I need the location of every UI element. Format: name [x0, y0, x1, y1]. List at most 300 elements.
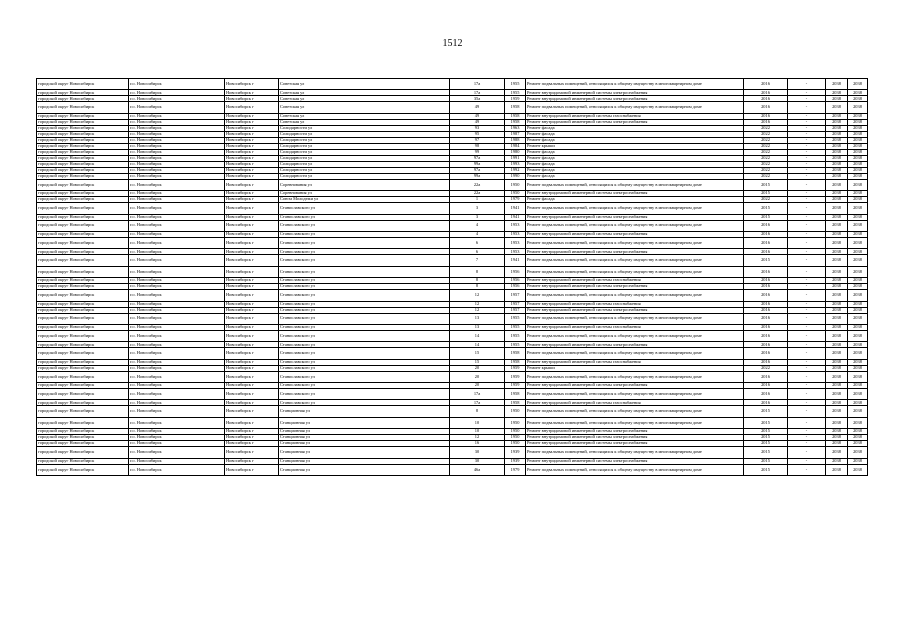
cell-end-year: 2038: [826, 155, 848, 161]
cell-end-year-2: 2038: [848, 417, 868, 428]
cell-build-year: 1959: [505, 383, 526, 389]
cell-street: Станиславского ул: [279, 313, 450, 324]
cell-work-type: Ремонт фасада: [526, 131, 744, 137]
cell-dash: -: [788, 464, 826, 475]
cell-district: г.о. Новосибирск: [129, 359, 225, 365]
cell-end-year: 2038: [826, 96, 848, 102]
cell-build-year: 1958: [505, 389, 526, 400]
cell-end-year: 2038: [826, 203, 848, 214]
cell-build-year: 1953: [505, 220, 526, 231]
cell-work-type: Ремонт подвальных помещений, относящихся к общему имуществу в многоквартирном доме: [526, 464, 744, 475]
cell-end-year-2: 2038: [848, 197, 868, 203]
cell-plan-year: 2022: [744, 161, 788, 167]
cell-build-year: 1958: [505, 113, 526, 119]
cell-dash: -: [788, 342, 826, 348]
cell-work-type: Ремонт внутридомовой инженерной системы электроснабжения: [526, 458, 744, 464]
cell-house-number: 8: [450, 406, 505, 417]
cell-district: г.о. Новосибирск: [129, 324, 225, 330]
cell-dash: -: [788, 429, 826, 435]
cell-plan-year: 2022: [744, 167, 788, 173]
cell-dash: -: [788, 435, 826, 441]
cell-settlement: Новосибирск г: [225, 113, 279, 119]
cell-district: г.о. Новосибирск: [129, 301, 225, 307]
cell-municipality: городской округ Новосибирск: [37, 284, 129, 290]
cell-district: г.о. Новосибирск: [129, 383, 225, 389]
cell-municipality: городской округ Новосибирск: [37, 464, 129, 475]
cell-end-year: 2038: [826, 149, 848, 155]
cell-end-year: 2038: [826, 371, 848, 382]
cell-end-year: 2038: [826, 255, 848, 266]
cell-house-number: 12: [450, 435, 505, 441]
table-row: [37, 255, 868, 266]
cell-end-year: 2038: [826, 179, 848, 190]
cell-settlement: Новосибирск г: [225, 406, 279, 417]
cell-work-type: Ремонт внутридомовой инженерной системы электроснабжения: [526, 429, 744, 435]
cell-settlement: Новосибирск г: [225, 435, 279, 441]
cell-plan-year: 2016: [744, 330, 788, 341]
cell-house-number: 99а: [450, 173, 505, 179]
cell-end-year: 2038: [826, 447, 848, 458]
cell-plan-year: 2016: [744, 307, 788, 313]
cell-work-type: Ремонт крыши: [526, 143, 744, 149]
cell-work-type: Ремонт подвальных помещений, относящихся к общему имуществу в многоквартирном доме: [526, 220, 744, 231]
cell-municipality: городской округ Новосибирск: [37, 161, 129, 167]
cell-plan-year: 2022: [744, 155, 788, 161]
cell-dash: -: [788, 197, 826, 203]
cell-municipality: городской округ Новосибирск: [37, 203, 129, 214]
cell-street: Станиславского ул: [279, 301, 450, 307]
cell-municipality: городской округ Новосибирск: [37, 406, 129, 417]
cell-plan-year: 2016: [744, 231, 788, 237]
cell-municipality: городской округ Новосибирск: [37, 447, 129, 458]
cell-build-year: 1987: [505, 131, 526, 137]
cell-build-year: 1990: [505, 173, 526, 179]
cell-house-number: 30: [450, 447, 505, 458]
cell-dash: -: [788, 400, 826, 406]
cell-district: г.о. Новосибирск: [129, 191, 225, 197]
cell-plan-year: 2016: [744, 266, 788, 277]
cell-end-year: 2038: [826, 307, 848, 313]
cell-build-year: 1980: [505, 149, 526, 155]
cell-district: г.о. Новосибирск: [129, 79, 225, 90]
cell-settlement: Новосибирск г: [225, 400, 279, 406]
cell-end-year: 2038: [826, 249, 848, 255]
cell-street: Советская ул: [279, 113, 450, 119]
cell-dash: -: [788, 113, 826, 119]
cell-dash: -: [788, 255, 826, 266]
table-row: [37, 79, 868, 90]
cell-build-year: 1941: [505, 203, 526, 214]
cell-dash: -: [788, 348, 826, 359]
cell-plan-year: 2016: [744, 102, 788, 113]
cell-house-number: 6: [450, 249, 505, 255]
cell-dash: -: [788, 179, 826, 190]
cell-end-year: 2038: [826, 161, 848, 167]
cell-house-number: 99: [450, 149, 505, 155]
cell-dash: -: [788, 155, 826, 161]
cell-end-year-2: 2038: [848, 149, 868, 155]
cell-build-year: 1979: [505, 464, 526, 475]
cell-municipality: городской округ Новосибирск: [37, 231, 129, 237]
cell-street: Станиславского ул: [279, 348, 450, 359]
cell-build-year: 1963: [505, 125, 526, 131]
cell-plan-year: 2015: [744, 429, 788, 435]
cell-plan-year: 2015: [744, 203, 788, 214]
cell-street: Союза Молодежи ул: [279, 197, 450, 203]
cell-work-type: Ремонт крыши: [526, 365, 744, 371]
cell-dash: -: [788, 125, 826, 131]
cell-dash: -: [788, 79, 826, 90]
cell-build-year: 1959: [505, 371, 526, 382]
cell-build-year: 1958: [505, 119, 526, 125]
cell-end-year: 2038: [826, 400, 848, 406]
cell-build-year: 1950: [505, 179, 526, 190]
cell-end-year-2: 2038: [848, 342, 868, 348]
cell-district: г.о. Новосибирск: [129, 197, 225, 203]
cell-district: г.о. Новосибирск: [129, 143, 225, 149]
cell-end-year: 2038: [826, 441, 848, 447]
cell-end-year: 2038: [826, 406, 848, 417]
cell-end-year: 2038: [826, 284, 848, 290]
cell-work-type: Ремонт подвальных помещений, относящихся к общему имуществу в многоквартирном доме: [526, 330, 744, 341]
cell-dash: -: [788, 365, 826, 371]
cell-dash: -: [788, 406, 826, 417]
cell-district: г.о. Новосибирск: [129, 96, 225, 102]
cell-settlement: Новосибирск г: [225, 102, 279, 113]
cell-house-number: 1: [450, 197, 505, 203]
cell-dash: -: [788, 137, 826, 143]
cell-district: г.о. Новосибирск: [129, 231, 225, 237]
cell-settlement: Новосибирск г: [225, 417, 279, 428]
cell-house-number: 20: [450, 383, 505, 389]
cell-end-year-2: 2038: [848, 406, 868, 417]
table-row: [37, 266, 868, 277]
cell-plan-year: 2016: [744, 383, 788, 389]
cell-street: Соревнования ул: [279, 179, 450, 190]
cell-end-year: 2038: [826, 330, 848, 341]
cell-end-year: 2038: [826, 131, 848, 137]
cell-build-year: 1956: [505, 266, 526, 277]
cell-dash: -: [788, 383, 826, 389]
cell-house-number: 8: [450, 266, 505, 277]
cell-end-year-2: 2038: [848, 447, 868, 458]
cell-end-year-2: 2038: [848, 125, 868, 131]
cell-build-year: 1979: [505, 197, 526, 203]
cell-end-year-2: 2038: [848, 348, 868, 359]
cell-street: Станиславского ул: [279, 330, 450, 341]
cell-settlement: Новосибирск г: [225, 324, 279, 330]
cell-plan-year: 2016: [744, 237, 788, 248]
cell-end-year: 2038: [826, 119, 848, 125]
cell-settlement: Новосибирск г: [225, 143, 279, 149]
cell-work-type: Ремонт внутридомовой инженерной системы электроснабжения: [526, 231, 744, 237]
cell-municipality: городской округ Новосибирск: [37, 290, 129, 301]
cell-street: Солидарности ул: [279, 161, 450, 167]
cell-settlement: Новосибирск г: [225, 447, 279, 458]
cell-work-type: Ремонт внутридомовой инженерной системы газоснабжения: [526, 301, 744, 307]
cell-district: г.о. Новосибирск: [129, 266, 225, 277]
cell-settlement: Новосибирск г: [225, 278, 279, 284]
cell-build-year: 1992: [505, 167, 526, 173]
cell-house-number: 20: [450, 365, 505, 371]
page-number: 1512: [442, 38, 463, 49]
cell-plan-year: 2016: [744, 119, 788, 125]
cell-build-year: 1959: [505, 365, 526, 371]
cell-end-year: 2038: [826, 173, 848, 179]
cell-house-number: 46а: [450, 464, 505, 475]
cell-dash: -: [788, 131, 826, 137]
cell-build-year: 1953: [505, 249, 526, 255]
cell-house-number: 22а: [450, 179, 505, 190]
cell-settlement: Новосибирск г: [225, 79, 279, 90]
cell-street: Солидарности ул: [279, 143, 450, 149]
cell-end-year-2: 2038: [848, 371, 868, 382]
cell-end-year-2: 2038: [848, 266, 868, 277]
cell-dash: -: [788, 389, 826, 400]
cell-settlement: Новосибирск г: [225, 161, 279, 167]
cell-dash: -: [788, 307, 826, 313]
repair-schedule-table: [36, 78, 868, 476]
cell-end-year: 2038: [826, 359, 848, 365]
cell-build-year: 1993: [505, 161, 526, 167]
cell-settlement: Новосибирск г: [225, 125, 279, 131]
cell-end-year: 2038: [826, 458, 848, 464]
cell-work-type: Ремонт подвальных помещений, относящихся к общему имуществу в многоквартирном доме: [526, 313, 744, 324]
cell-municipality: городской округ Новосибирск: [37, 143, 129, 149]
cell-district: г.о. Новосибирск: [129, 167, 225, 173]
cell-street: Станционная ул: [279, 464, 450, 475]
cell-work-type: Ремонт фасада: [526, 149, 744, 155]
cell-house-number: 97а: [450, 155, 505, 161]
cell-dash: -: [788, 458, 826, 464]
cell-settlement: Новосибирск г: [225, 191, 279, 197]
cell-house-number: 49: [450, 113, 505, 119]
cell-build-year: 1939: [505, 447, 526, 458]
cell-dash: -: [788, 173, 826, 179]
cell-street: Станционная ул: [279, 406, 450, 417]
cell-end-year-2: 2038: [848, 330, 868, 341]
cell-settlement: Новосибирск г: [225, 458, 279, 464]
cell-work-type: Ремонт фасада: [526, 161, 744, 167]
cell-district: г.о. Новосибирск: [129, 131, 225, 137]
cell-work-type: Ремонт внутридомовой инженерной системы газоснабжения: [526, 113, 744, 119]
cell-end-year: 2038: [826, 417, 848, 428]
cell-dash: -: [788, 284, 826, 290]
cell-build-year: 1955: [505, 79, 526, 90]
cell-district: г.о. Новосибирск: [129, 102, 225, 113]
cell-end-year: 2038: [826, 237, 848, 248]
cell-build-year: 1950: [505, 441, 526, 447]
table-body: [37, 79, 868, 476]
cell-end-year: 2038: [826, 342, 848, 348]
cell-street: Станиславского ул: [279, 371, 450, 382]
cell-end-year-2: 2038: [848, 173, 868, 179]
cell-plan-year: 2016: [744, 284, 788, 290]
cell-house-number: 3: [450, 214, 505, 220]
cell-district: г.о. Новосибирск: [129, 348, 225, 359]
cell-dash: -: [788, 149, 826, 155]
cell-plan-year: 2015: [744, 179, 788, 190]
cell-municipality: городской округ Новосибирск: [37, 266, 129, 277]
cell-street: Станиславского ул: [279, 278, 450, 284]
cell-end-year: 2038: [826, 389, 848, 400]
cell-district: г.о. Новосибирск: [129, 161, 225, 167]
cell-end-year: 2038: [826, 290, 848, 301]
cell-plan-year: 2015: [744, 435, 788, 441]
cell-street: Станиславского ул: [279, 214, 450, 220]
cell-work-type: Ремонт фасада: [526, 173, 744, 179]
cell-end-year-2: 2038: [848, 429, 868, 435]
cell-end-year: 2038: [826, 464, 848, 475]
cell-build-year: 1959: [505, 96, 526, 102]
cell-municipality: городской округ Новосибирск: [37, 330, 129, 341]
cell-end-year-2: 2038: [848, 131, 868, 137]
cell-district: г.о. Новосибирск: [129, 249, 225, 255]
cell-plan-year: 2022: [744, 149, 788, 155]
cell-end-year-2: 2038: [848, 255, 868, 266]
cell-build-year: 1955: [505, 313, 526, 324]
cell-street: Станиславского ул: [279, 400, 450, 406]
cell-dash: -: [788, 237, 826, 248]
cell-municipality: городской округ Новосибирск: [37, 278, 129, 284]
cell-district: г.о. Новосибирск: [129, 220, 225, 231]
table-row: [37, 179, 868, 190]
cell-district: г.о. Новосибирск: [129, 458, 225, 464]
cell-district: г.о. Новосибирск: [129, 237, 225, 248]
cell-settlement: Новосибирск г: [225, 90, 279, 96]
cell-municipality: городской округ Новосибирск: [37, 383, 129, 389]
cell-build-year: 1955: [505, 330, 526, 341]
cell-end-year-2: 2038: [848, 441, 868, 447]
cell-plan-year: 2016: [744, 290, 788, 301]
cell-end-year: 2038: [826, 143, 848, 149]
cell-house-number: 10: [450, 417, 505, 428]
cell-dash: -: [788, 417, 826, 428]
cell-plan-year: 2015: [744, 417, 788, 428]
cell-end-year-2: 2038: [848, 237, 868, 248]
cell-plan-year: 2016: [744, 220, 788, 231]
cell-end-year-2: 2038: [848, 96, 868, 102]
cell-house-number: 7: [450, 255, 505, 266]
cell-street: Советская ул: [279, 96, 450, 102]
cell-end-year-2: 2038: [848, 464, 868, 475]
cell-build-year: 1958: [505, 348, 526, 359]
cell-municipality: городской округ Новосибирск: [37, 249, 129, 255]
cell-end-year: 2038: [826, 214, 848, 220]
cell-end-year-2: 2038: [848, 249, 868, 255]
cell-street: Солидарности ул: [279, 125, 450, 131]
cell-district: г.о. Новосибирск: [129, 284, 225, 290]
cell-settlement: Новосибирск г: [225, 214, 279, 220]
cell-work-type: Ремонт подвальных помещений, относящихся к общему имуществу в многоквартирном доме: [526, 203, 744, 214]
cell-plan-year: 2016: [744, 313, 788, 324]
cell-plan-year: 2015: [744, 464, 788, 475]
cell-plan-year: 2015: [744, 255, 788, 266]
cell-dash: -: [788, 249, 826, 255]
cell-work-type: Ремонт подвальных помещений, относящихся к общему имуществу в многоквартирном доме: [526, 417, 744, 428]
cell-settlement: Новосибирск г: [225, 389, 279, 400]
cell-work-type: Ремонт подвальных помещений, относящихся к общему имуществу в многоквартирном доме: [526, 290, 744, 301]
cell-district: г.о. Новосибирск: [129, 406, 225, 417]
cell-end-year: 2038: [826, 266, 848, 277]
cell-end-year-2: 2038: [848, 389, 868, 400]
cell-street: Станиславского ул: [279, 359, 450, 365]
cell-house-number: 15: [450, 348, 505, 359]
cell-settlement: Новосибирск г: [225, 220, 279, 231]
cell-district: г.о. Новосибирск: [129, 149, 225, 155]
cell-end-year: 2038: [826, 79, 848, 90]
cell-build-year: 1953: [505, 237, 526, 248]
cell-house-number: 14: [450, 330, 505, 341]
cell-build-year: 1950: [505, 435, 526, 441]
cell-work-type: Ремонт подвальных помещений, относящихся к общему имуществу в многоквартирном доме: [526, 447, 744, 458]
cell-end-year-2: 2038: [848, 113, 868, 119]
cell-house-number: 17а: [450, 90, 505, 96]
cell-plan-year: 2022: [744, 131, 788, 137]
cell-work-type: Ремонт внутридомовой инженерной системы газоснабжения: [526, 400, 744, 406]
cell-house-number: 12: [450, 301, 505, 307]
cell-end-year: 2038: [826, 383, 848, 389]
cell-work-type: Ремонт внутридомовой инженерной системы газоснабжения: [526, 278, 744, 284]
cell-end-year-2: 2038: [848, 143, 868, 149]
cell-build-year: 1955: [505, 90, 526, 96]
cell-plan-year: 2016: [744, 79, 788, 90]
cell-settlement: Новосибирск г: [225, 249, 279, 255]
cell-dash: -: [788, 102, 826, 113]
cell-work-type: Ремонт внутридомовой инженерной системы газоснабжения: [526, 359, 744, 365]
cell-municipality: городской округ Новосибирск: [37, 435, 129, 441]
cell-build-year: 1958: [505, 102, 526, 113]
cell-municipality: городской округ Новосибирск: [37, 113, 129, 119]
cell-house-number: 6: [450, 237, 505, 248]
cell-build-year: 1956: [505, 278, 526, 284]
cell-end-year-2: 2038: [848, 400, 868, 406]
table-row: [37, 237, 868, 248]
cell-district: г.о. Новосибирск: [129, 313, 225, 324]
cell-settlement: Новосибирск г: [225, 119, 279, 125]
cell-end-year-2: 2038: [848, 383, 868, 389]
cell-end-year: 2038: [826, 90, 848, 96]
cell-house-number: 14: [450, 342, 505, 348]
cell-municipality: городской округ Новосибирск: [37, 237, 129, 248]
cell-plan-year: 2016: [744, 249, 788, 255]
cell-plan-year: 2022: [744, 143, 788, 149]
cell-municipality: городской округ Новосибирск: [37, 149, 129, 155]
cell-house-number: 15: [450, 359, 505, 365]
cell-plan-year: 2016: [744, 278, 788, 284]
cell-work-type: Ремонт подвальных помещений, относящихся к общему имуществу в многоквартирном доме: [526, 406, 744, 417]
cell-settlement: Новосибирск г: [225, 301, 279, 307]
table-row: [37, 313, 868, 324]
table-row: [37, 330, 868, 341]
cell-work-type: Ремонт подвальных помещений, относящихся к общему имуществу в многоквартирном доме: [526, 266, 744, 277]
cell-end-year-2: 2038: [848, 284, 868, 290]
cell-work-type: Ремонт внутридомовой инженерной системы электроснабжения: [526, 307, 744, 313]
cell-municipality: городской округ Новосибирск: [37, 429, 129, 435]
cell-district: г.о. Новосибирск: [129, 137, 225, 143]
cell-end-year-2: 2038: [848, 214, 868, 220]
cell-build-year: 1950: [505, 429, 526, 435]
cell-municipality: городской округ Новосибирск: [37, 255, 129, 266]
cell-work-type: Ремонт внутридомовой инженерной системы электроснабжения: [526, 96, 744, 102]
cell-dash: -: [788, 330, 826, 341]
cell-dash: -: [788, 324, 826, 330]
cell-end-year-2: 2038: [848, 307, 868, 313]
cell-end-year-2: 2038: [848, 137, 868, 143]
cell-dash: -: [788, 359, 826, 365]
cell-end-year: 2038: [826, 125, 848, 131]
cell-municipality: городской округ Новосибирск: [37, 324, 129, 330]
